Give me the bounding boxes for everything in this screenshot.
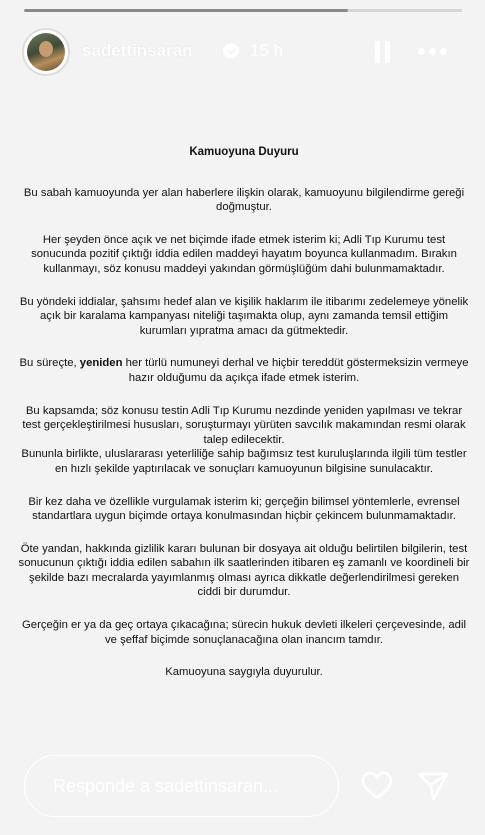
paragraph-8: Öte yandan, hakkında gizlilik kararı bulunan bir dosyaya ait olduğu belirtilen bilgilerin, test sonucunun çıktığı iddia edilen sabahın ilk saatlerinden itibaren eş zamanlı ve koordineli bir şekilde bazı mecralarda yayımlanmış olması ayrıca dikkatle değerlendirilmesi gereken ciddi bir durumdur. <box>18 542 470 599</box>
paragraph-9: Gerçeğin er ya da geç ortaya çıkacağına; sürecin hukuk devleti ilkeleri çerçevesinde, adil ve şeffaf biçimde sonuçlanacağına olan inancım tamdır. <box>22 619 466 646</box>
username[interactable]: sadettinsaran <box>82 41 193 60</box>
paragraph-3: Bu yöndeki iddialar, şahsımı hedef alan ve kişilik haklarım ile itibarımı zedelemeye yönelik açık bir karalama kampanyası niteliği taşımakta olup, aynı zamanda temsil ettiğim kurumları yıpratma amacı da gütmektedir. <box>19 295 469 337</box>
pause-icon[interactable] <box>375 41 391 63</box>
paragraph-10: Kamuoyuna saygıyla duyurulur. <box>165 666 323 679</box>
paragraph-6: Bununla birlikte, uluslararası yeterliliğe sahip bağımsız test kuruluşlarında ilgili tüm testler en hızlı şekilde yaptırılacak ve sonuçları kamuoyunun bilgisine sunulacaktır. <box>21 448 467 475</box>
verified-badge-icon <box>223 42 241 60</box>
announcement-document <box>18 145 470 698</box>
send-icon[interactable] <box>416 770 450 802</box>
reply-input[interactable] <box>24 755 339 817</box>
story-progress-bar <box>24 9 462 12</box>
heart-icon[interactable] <box>360 770 394 802</box>
paragraph-4 <box>18 356 470 385</box>
paragraph-5: Bu kapsamda; söz konusu testin Adli Tıp Kurumu nezdinde yeniden yapılması ve tekrar test gerçekleştirilmesi hususları, soruşturmayı yürüten savcılık makamından resmi olarak talep edilecektir. <box>22 404 466 446</box>
paragraph-2: Her şeyden önce açık ve net biçimde ifade etmek isterim ki; Adli Tıp Kurumu test sonucunda pozitif çıktığı iddia edilen maddeyi hayatım boyunca kullanmadım. Bırakın kullanmayı, söz konusu maddeyi yakından görmüşlüğüm dahi bulunmamaktadır. <box>31 233 457 275</box>
paragraph-4-emphasis: yeniden <box>79 357 123 370</box>
post-time: 15 h <box>250 41 284 60</box>
more-icon[interactable] <box>418 48 448 56</box>
paragraph-1: Bu sabah kamuoyunda yer alan haberlere ilişkin olarak, kamuoyunu bilgilendirme gereği doğmuştur. <box>23 186 465 214</box>
paragraph-4-end: her türlü numuneyi derhal ve hiçbir tereddüt göstermeksizin vermeye hazır olduğumu da açıkça ifade etmek isterim. <box>122 357 469 384</box>
paragraph-4-start: Bu süreçte, <box>19 357 80 370</box>
story-header <box>22 28 467 76</box>
story-progress-fill <box>24 9 348 12</box>
reply-placeholder: Responde a sadettinsaran... <box>53 776 279 796</box>
document-title: Kamuoyuna Duyuru <box>189 146 299 158</box>
avatar[interactable] <box>22 28 70 76</box>
paragraph-7: Bir kez daha ve özellikle vurgulamak isterim ki; gerçeğin bilimsel yöntemlerle, evrensel standartlara uygun biçimde ortaya konulmasından hiçbir çekincem bulunmamaktadır. <box>28 495 460 523</box>
